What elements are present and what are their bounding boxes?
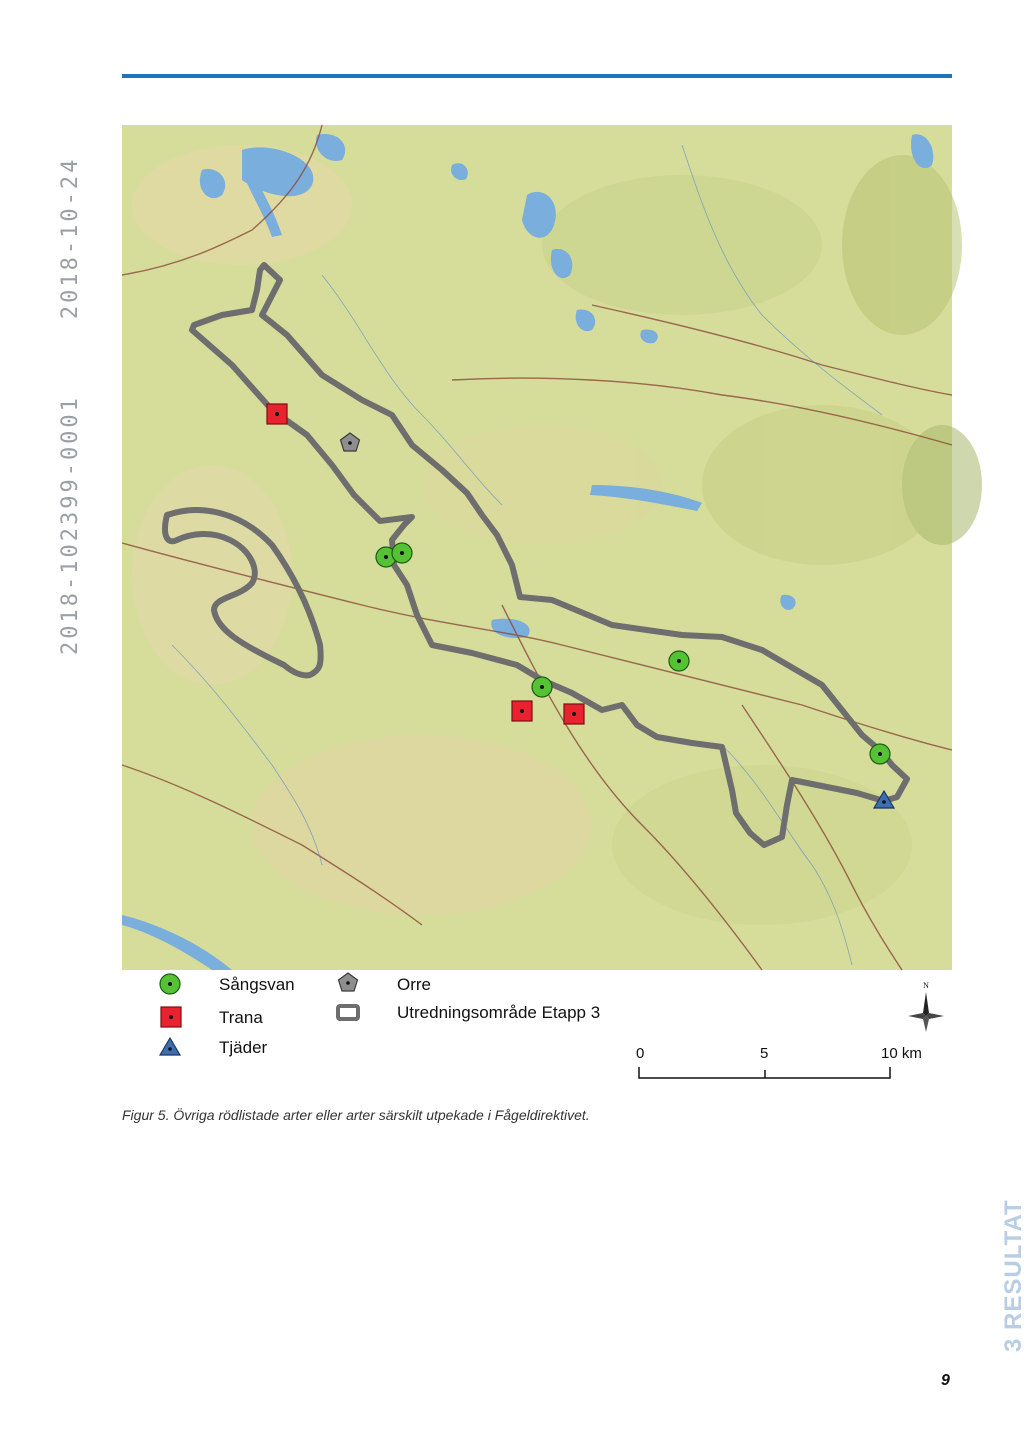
scale-label-end: 10 km — [881, 1045, 922, 1062]
document-date: 2018-10-24 — [58, 156, 83, 320]
scale-line — [632, 1064, 902, 1084]
area-legend-icon — [335, 1003, 361, 1023]
legend-tjader: Tjäder — [219, 1038, 268, 1057]
map — [122, 125, 952, 970]
trana-legend-icon — [160, 1006, 182, 1028]
orre-legend-icon — [336, 971, 360, 995]
document-id: 2018-102399-0001 — [58, 395, 83, 655]
chapter-tab: 3 RESULTAT — [1000, 1199, 1027, 1352]
sangsvan-marker — [532, 677, 552, 697]
trana-marker — [267, 404, 287, 424]
page-number: 9 — [941, 1372, 950, 1389]
north-label: N — [923, 981, 929, 990]
scale-label-zero: 0 — [636, 1045, 645, 1062]
sangsvan-marker — [870, 744, 890, 764]
legend-area: Utredningsområde Etapp 3 — [397, 1003, 601, 1022]
trana-marker — [564, 704, 584, 724]
figure-caption: Figur 5. Övriga rödlistade arter eller arter särskilt utpekade i Fågeldirektivet. — [122, 1107, 590, 1123]
map-canvas — [122, 125, 952, 970]
scale-bar — [632, 1040, 932, 1090]
north-arrow-icon — [905, 980, 947, 1032]
document-stamp — [58, 157, 83, 655]
legend-orre: Orre — [397, 975, 431, 994]
sangsvan-legend-icon — [158, 972, 182, 996]
sangsvan-marker — [669, 651, 689, 671]
trana-marker — [512, 701, 532, 721]
header-rule — [122, 74, 952, 78]
tjader-legend-icon — [158, 1036, 182, 1058]
legend-trana: Trana — [219, 1008, 263, 1027]
scale-label-mid: 5 — [760, 1045, 769, 1062]
legend-sangsvan: Sångsvan — [219, 975, 295, 994]
sangsvan-marker — [392, 543, 412, 563]
